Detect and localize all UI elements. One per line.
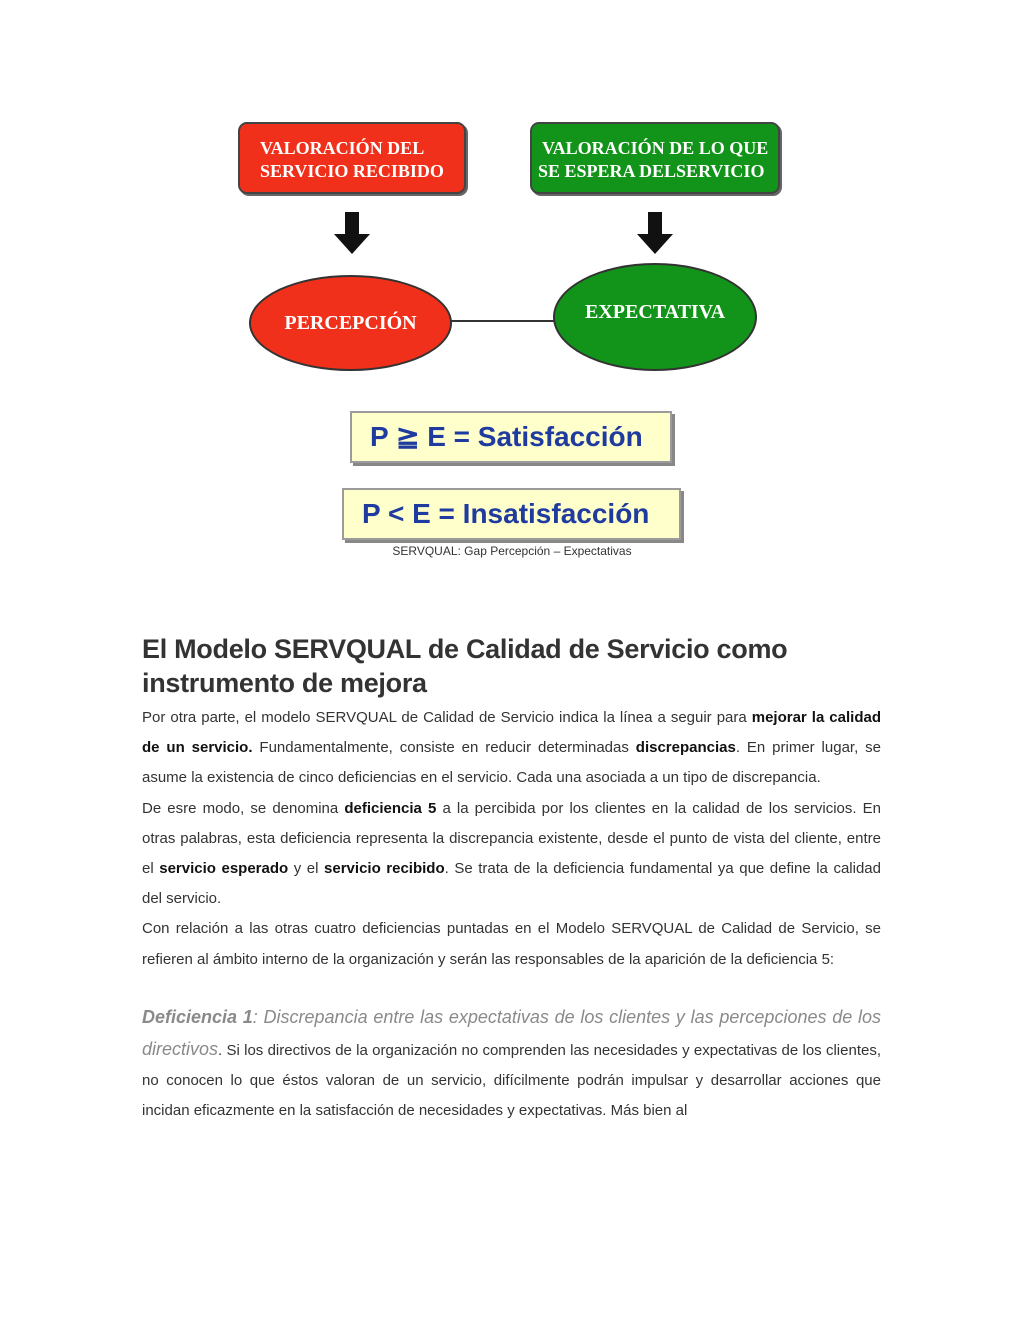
bold-phrase: discrepancias xyxy=(635,739,736,757)
text-run: De esre modo, se denomina xyxy=(142,799,345,817)
servqual-diagram xyxy=(0,0,1024,580)
paragraph: Con relación a las otras cuatro deficiencias puntadas en el Modelo SERVQUAL de Calidad de Servicio, se refieren al ámbito interno de la organización y serán las responsables de la aparición de la deficiencia 5: xyxy=(142,920,881,968)
satisfaction-formula xyxy=(350,411,672,463)
bold-phrase: servicio recibido xyxy=(324,860,445,878)
deficiency-label: Deficiencia 1 xyxy=(142,1006,253,1027)
expectation-ellipse xyxy=(553,263,757,371)
box-right-line1: VALORACIÓN DE LO QUE xyxy=(542,138,769,158)
perceived-service-box xyxy=(238,122,466,194)
paragraph xyxy=(142,703,881,794)
expected-service-box xyxy=(530,122,780,194)
connector-line xyxy=(450,320,554,322)
text-run: Fundamentalmente, consiste en reducir determinadas xyxy=(252,739,636,757)
down-arrow-icon xyxy=(334,212,370,254)
article xyxy=(142,632,881,1127)
text-run: . En primer lugar, se asume la existencia de cinco deficiencias en el servicio. Cada una asociada a un tipo de discrepancia. xyxy=(142,739,881,787)
section-heading: El Modelo SERVQUAL de Calidad de Servicio como instrumento de mejora xyxy=(142,634,788,698)
dissatisfaction-formula xyxy=(342,488,681,540)
box-left-line2: SERVICIO RECIBIDO xyxy=(260,161,444,181)
perception-label: PERCEPCIÓN xyxy=(284,311,417,334)
paragraph xyxy=(142,794,881,915)
deficiency-title: : Discrepancia entre las expectativas de los clientes y las percepciones de los directivos xyxy=(142,1006,881,1060)
perception-ellipse xyxy=(249,275,452,371)
bold-phrase: mejorar la calidad de un servicio. xyxy=(142,709,881,757)
satisfaction-formula-text: P ≧ E = Satisfacción xyxy=(370,421,643,452)
down-arrow-icon xyxy=(637,212,673,254)
expectation-label: EXPECTATIVA xyxy=(584,300,726,323)
box-right-line2: SE ESPERA DELSERVICIO xyxy=(538,161,765,181)
text-run: . Si los directivos de la organización no comprenden las necesidades y expectativas de los clientes, no conocen lo que éstos valoran de un servicio, difícilmente podrán impulsar y desarrollar acciones que incidan eficazmente en la satisfacción de necesidades y expectativas. Más bien al xyxy=(142,1042,881,1120)
text-run: . Se trata de la deficiencia fundamental ya que define la calidad del servicio. xyxy=(142,860,881,908)
bold-phrase: deficiencia 5 xyxy=(344,799,437,817)
box-left-line1: VALORACIÓN DEL xyxy=(260,138,425,158)
text-run: y el xyxy=(288,860,325,878)
figure-caption: SERVQUAL: Gap Percepción – Expectativas xyxy=(392,544,632,558)
text-run: Por otra parte, el modelo SERVQUAL de Calidad de Servicio indica la línea a seguir para xyxy=(142,709,752,726)
deficiency-paragraph xyxy=(142,1002,881,1127)
dissatisfaction-formula-text: P < E = Insatisfacción xyxy=(362,498,650,529)
text-run: a la percibida por los clientes en la calidad de los servicios. En otras palabras, esta deficiencia representa la discrepancia existente, desde el punto de vista del cliente, entre el xyxy=(142,799,881,878)
bold-phrase: servicio esperado xyxy=(159,860,289,878)
